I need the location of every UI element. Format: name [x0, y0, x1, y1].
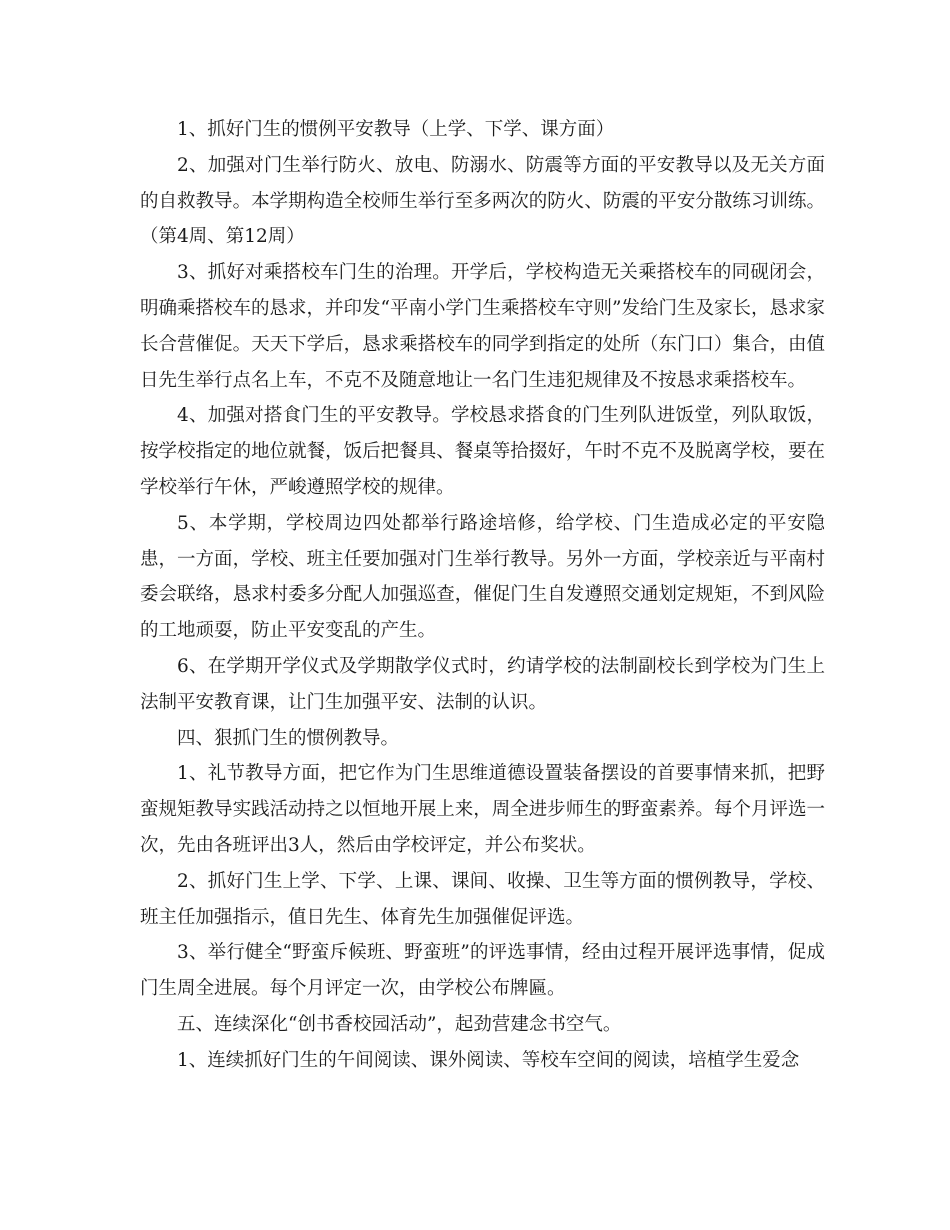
paragraph-fire-flood-drill: 2、加强对门生举行防火、放电、防溺水、防震等方面的平安教导以及无关方面的自救教导。本学期构造全校师生举行至多两次的防火、防震的平安分散练习训练。（第4周、第12周）	[140, 154, 825, 248]
document-body	[140, 112, 825, 1079]
section-heading-five: 五、连续深化“创书香校园活动”，起劲营建念书空气。	[177, 1013, 622, 1035]
paragraph-safety-routine: 1、抓好门生的惯例平安教导（上学、下学、课方面）	[177, 119, 615, 140]
paragraph-reading: 1、连续抓好门生的午间阅读、课外阅读、等校车空间的阅读，培植学生爱念	[177, 1049, 800, 1071]
paragraph-school-bus: 3、抓好对乘搭校车门生的治理。开学后，学校构造无关乘搭校车的同砚闭会，明确乘搭校车的恳求，并印发“平南小学门生乘搭校车守则”发给门生及家长，恳求家长合营催促。天天下学后，恳求乘搭校车的同学到指定的处所（东门口）集合，由值日先生举行点名上车，不克不及随意地让一名门生违犯规律及不按恳求乘搭校车。	[140, 262, 825, 391]
paragraph-class-evaluation: 3、举行健全“野蛮斥候班、野蛮班”的评选事情，经由过程开展评选事情，促成门生周全进展。每个月评定一次，由学校公布牌匾。	[140, 942, 825, 1000]
section-heading-four: 四、狠抓门生的惯例教导。	[177, 727, 400, 749]
paragraph-etiquette: 1、礼节教导方面，把它作为门生思维道德设置装备摆设的首要事情来抓，把野蛮规矩教导实践活动持之以恒地开展上来，周全进步师生的野蛮素养。每个月评选一次，先由各班评出3人，然后由学校评定，并公布奖状。	[140, 763, 825, 856]
paragraph-legal-education: 6、在学期开学仪式及学期散学仪式时，约请学校的法制副校长到学校为门生上法制平安教育课，让门生加强平安、法制的认识。	[140, 655, 825, 713]
paragraph-meal-safety: 4、加强对搭食门生的平安教导。学校恳求搭食的门生列队进饭堂，列队取饭，按学校指定的地位就餐，饭后把餐具、餐桌等拾掇好，午时不克不及脱离学校，要在学校举行午休，严峻遵照学校的规律。	[140, 405, 825, 498]
paragraph-road-repair: 5、本学期，学校周边四处都举行路途培修，给学校、门生造成必定的平安隐患，一方面，学校、班主任要加强对门生举行教导。另外一方面，学校亲近与平南村委会联络，恳求村委多分配人加强巡查，催促门生自发遵照交通划定规矩，不到风险的工地顽耍，防止平安变乱的产生。	[140, 512, 825, 642]
paragraph-routine-education: 2、抓好门生上学、下学、上课、课间、收操、卫生等方面的惯例教导，学校、班主任加强指示，值日先生、体育先生加强催促评选。	[140, 870, 825, 928]
